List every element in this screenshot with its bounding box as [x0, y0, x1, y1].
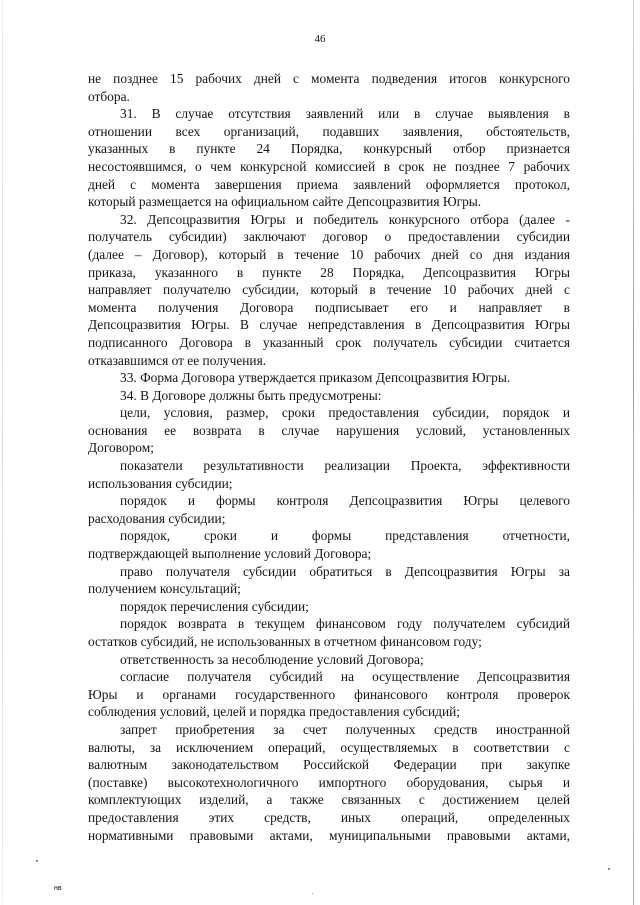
text-line: порядок, сроки и формы представления отчетности, [120, 528, 570, 544]
text-line: 31. В случае отсутствия заявлений или в случае выявления в [120, 106, 570, 122]
scan-edge-right [633, 0, 634, 905]
text-line: (далее – Договор), который в течение 10 рабочих дней со дня издания [88, 246, 570, 262]
text-line: порядок и формы контроля Депсоцразвития Югры целевого [120, 493, 570, 509]
text-line: основания ее возврата в случае нарушения условий, установленных [88, 422, 570, 438]
text-line: порядок возврата в текущем финансовом году получателем субсидий [120, 616, 570, 632]
text-line: цели, условия, размер, сроки предоставления субсидии, порядок и [120, 405, 570, 421]
text-line: не позднее 15 рабочих дней с момента подведения итогов конкурсного [88, 71, 570, 86]
scan-speck [36, 860, 38, 862]
text-line: отказавшимся от ее получения. [88, 352, 267, 368]
text-line: остатков субсидий, не использованных в отчетном финансовом году; [88, 634, 482, 649]
text-line: подтверждающей выполнение условий Договора; [88, 546, 372, 562]
text-line: ответственность за несоблюдение условий Договора; [120, 651, 424, 667]
scan-speck [608, 868, 610, 870]
text-line: порядок перечисления субсидии; [120, 598, 309, 614]
scan-speck [312, 893, 313, 894]
text-line: нормативными правовыми актами, муниципальными правовыми актами, [88, 827, 570, 843]
page-number: 46 [314, 33, 326, 45]
text-line: момента получения Договора подписывает его и направляет в [88, 299, 570, 315]
text-line: направляет получателю субсидии, который в течение 10 рабочих дней с [88, 282, 570, 298]
footer-mark: нв [54, 885, 62, 892]
text-line: указанных в пункте 24 Порядка, конкурсный отбор признается [88, 141, 570, 157]
text-line: соблюдения условий, целей и порядка предоставления субсидий; [88, 704, 461, 720]
text-line: 34. В Договоре должны быть предусмотрены: [120, 387, 382, 403]
document-body [88, 70, 570, 844]
text-line: комплектующих изделий, а также связанных с достижением целей [88, 792, 570, 808]
text-line: показатели результативности реализации Проекта, эффективности [120, 458, 570, 474]
text-line: отношении всех организаций, подавших заявления, обстоятельств, [88, 123, 570, 139]
text-line: валюты, за исключением операций, осуществляемых в соответствии с [88, 739, 570, 755]
scan-edge-left [2, 0, 3, 905]
text-line: Депсоцразвития Югры. В случае непредставления в Депсоцразвития Югры [88, 317, 570, 333]
text-line: отбора. [88, 88, 130, 104]
text-line: Юры и органами государственного финансового контроля проверок [88, 686, 570, 702]
text-line: (поставке) высокотехнологичного импортного оборудования, сырья и [88, 774, 570, 790]
text-line: 33. Форма Договора утверждается приказом Депсоцразвития Югры. [120, 370, 511, 386]
text-line: несостоявшимся, о чем конкурсной комиссией в срок не позднее 7 рабочих [88, 158, 570, 174]
text-line: получатель субсидии) заключают договор о предоставлении субсидии [88, 229, 570, 245]
text-line: Договором; [88, 440, 154, 456]
text-line: который размещается на официальном сайте Депсоцразвития Югры. [88, 194, 482, 210]
text-line: получением консультаций; [88, 581, 241, 597]
text-line: валютным законодательством Российской Федерации при закупке [88, 757, 570, 773]
text-line: 32. Депсоцразвития Югры и победитель конкурсного отбора (далее - [120, 211, 570, 227]
text-line: согласие получателя субсидий на осуществление Депсоцразвития [120, 669, 570, 685]
text-line: приказа, указанного в пункте 28 Порядка, Депсоцразвития Югры [88, 264, 570, 280]
text-line: право получателя субсидии обратиться в Депсоцразвития Югры за [120, 563, 570, 579]
text-line: предоставления этих средств, иных операций, определенных [88, 809, 570, 825]
text-line: запрет приобретения за счет полученных средств иностранной [120, 721, 570, 737]
text-line: использования субсидии; [88, 475, 233, 491]
text-line: дней с момента завершения приема заявлений оформляется протокол, [88, 176, 570, 192]
text-line: расходования субсидии; [88, 510, 226, 526]
text-line: подписанного Договора в указанный срок получатель субсидии считается [88, 334, 570, 350]
